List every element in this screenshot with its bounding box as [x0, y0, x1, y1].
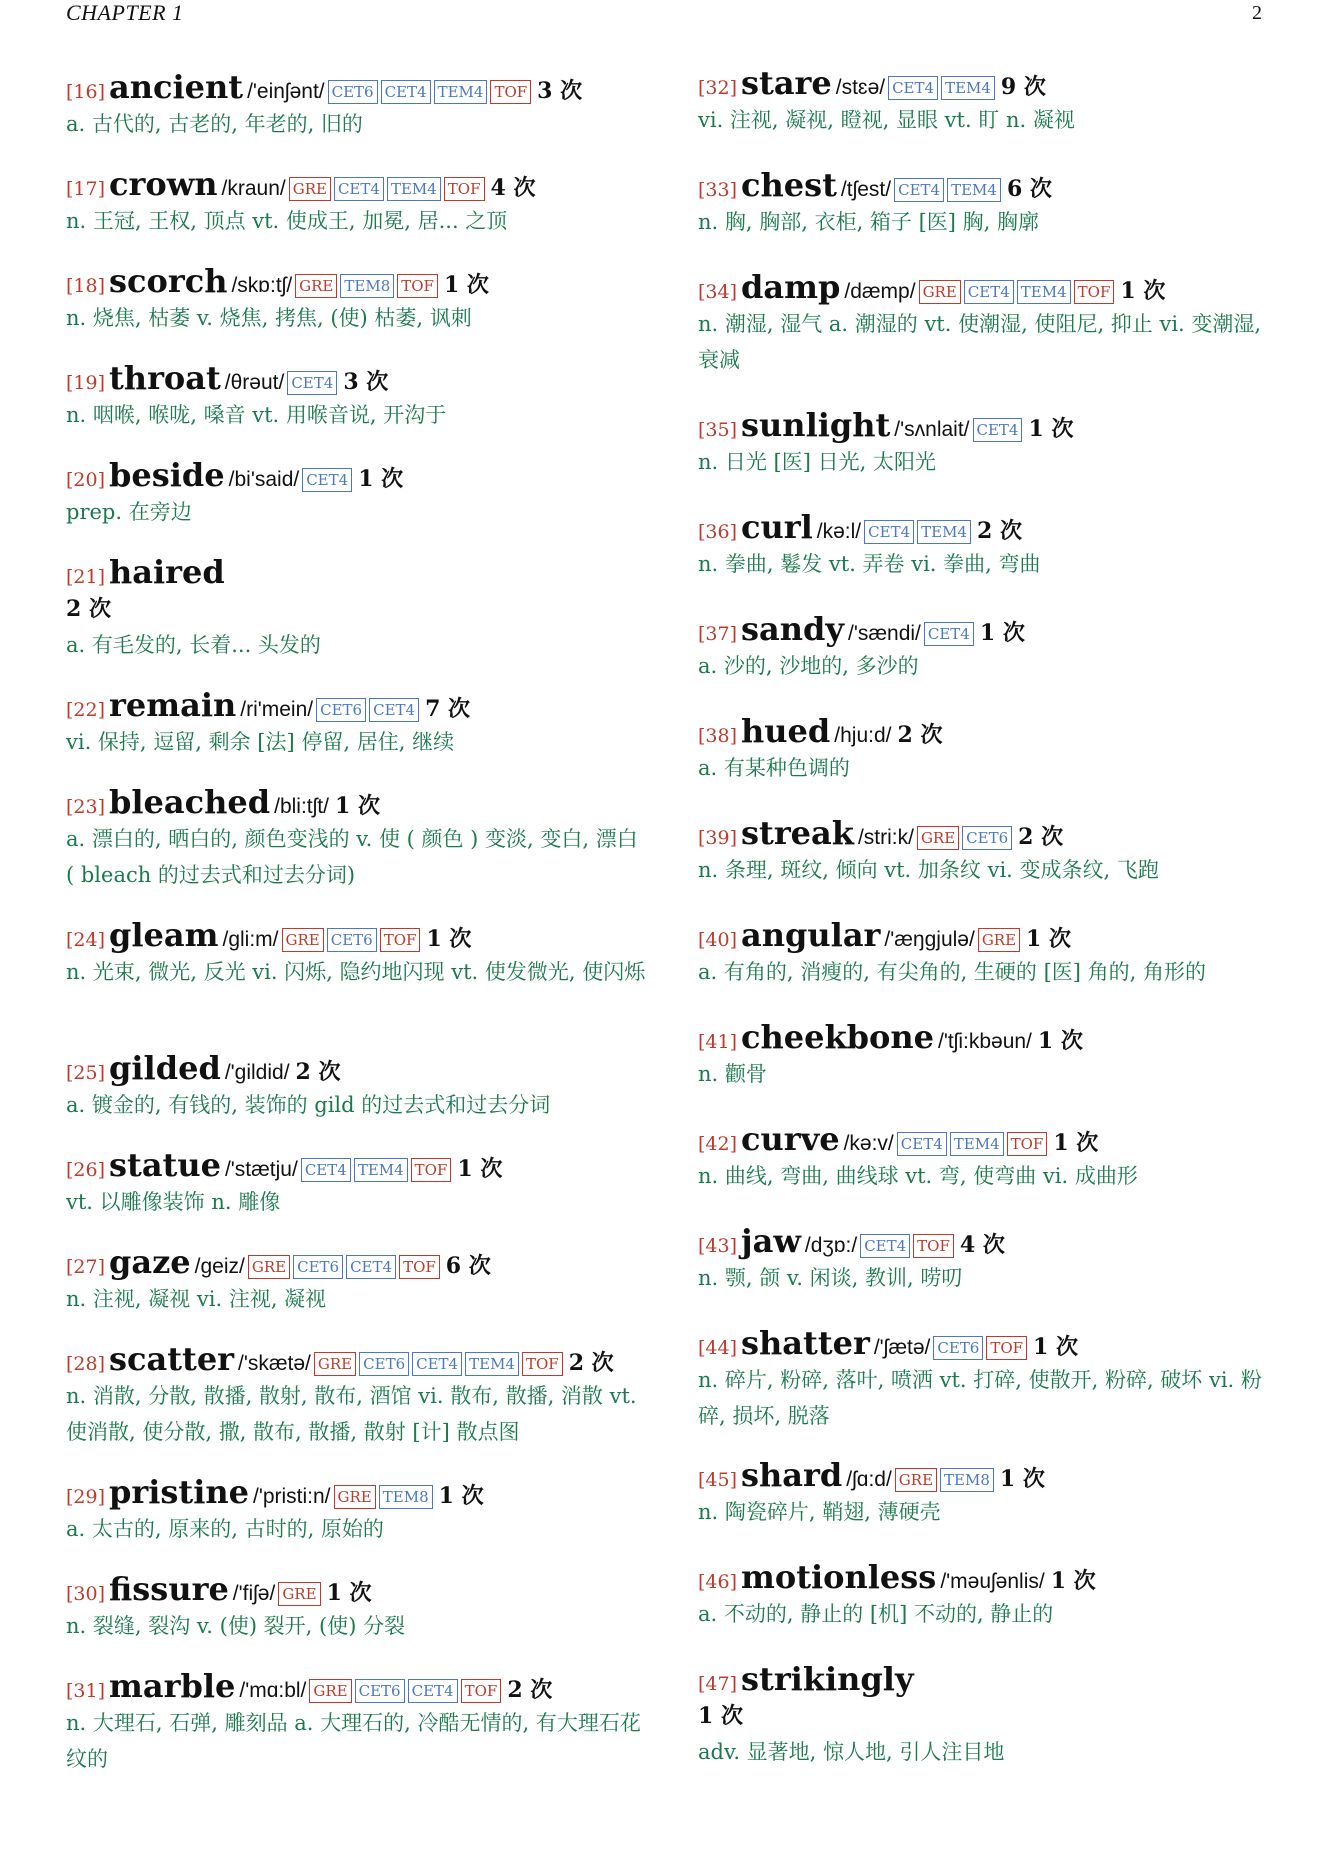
entry-phonetic: /θrəut/: [224, 371, 285, 394]
entry-index: [23]: [66, 796, 106, 818]
entry-headline: [698, 814, 1278, 852]
entry-headline: [698, 610, 1278, 648]
entry-phonetic: /'ʃætə/: [873, 1336, 931, 1359]
vocab-entry: [66, 1049, 646, 1123]
entry-word: haired: [109, 553, 225, 591]
entry-definition: n. 王冠, 王权, 顶点 vt. 使成王, 加冕, 居... 之顶: [66, 209, 508, 233]
exam-tag-tof: TOF: [411, 1158, 452, 1182]
entry-headline: [698, 1558, 1278, 1596]
entry-word: chest: [741, 166, 837, 204]
vocab-entry: [66, 916, 646, 990]
exam-tag-gre: GRE: [295, 274, 337, 298]
entry-definition: n. 消散, 分散, 散播, 散射, 散布, 酒馆 vi. 散布, 散播, 消散 vt. 使消散, 使分散, 撒, 散布, 散播, 散射 [计] 散点图: [66, 1384, 637, 1444]
entry-count: 4 次: [490, 175, 536, 201]
entry-count: 4 次: [959, 1232, 1005, 1258]
exam-tag-cet6: CET6: [933, 1336, 983, 1360]
entry-word: jaw: [741, 1222, 801, 1260]
exam-tag-tof: TOF: [913, 1234, 954, 1258]
entry-phonetic: /bli:tʃt/: [274, 795, 329, 818]
entry-definition: n. 颧骨: [698, 1062, 767, 1086]
entry-count: 1 次: [1028, 416, 1074, 442]
exam-tag-cet4: CET4: [924, 622, 974, 646]
entry-phonetic: /'einʃənt/: [247, 80, 325, 103]
exam-tag-cet6: CET6: [355, 1679, 405, 1703]
exam-tag-gre: GRE: [309, 1679, 351, 1703]
exam-tag-tof: TOF: [380, 928, 421, 952]
exam-tag-cet4: CET4: [964, 280, 1014, 304]
entry-headline: [698, 406, 1278, 444]
entry-index: [33]: [698, 179, 738, 201]
entry-phonetic: /kə:v/: [843, 1132, 894, 1155]
exam-tag-tof: TOF: [1007, 1132, 1048, 1156]
entry-definition: prep. 在旁边: [66, 500, 192, 524]
entry-count: 1 次: [1120, 278, 1166, 304]
entry-word: scatter: [109, 1340, 235, 1378]
exam-tag-tof: TOF: [397, 274, 438, 298]
vocab-entry: [66, 553, 646, 663]
entry-word: motionless: [741, 1558, 937, 1596]
vocab-entry: [698, 64, 1278, 138]
entry-phonetic: /'sændi/: [848, 622, 921, 645]
entry-phonetic: /kraun/: [221, 177, 286, 200]
entry-definition: vi. 注视, 凝视, 瞪视, 显眼 vt. 盯 n. 凝视: [698, 108, 1075, 132]
entry-phonetic: /'æŋgjulə/: [884, 928, 975, 951]
entry-index: [21]: [66, 566, 106, 588]
entry-headline: [66, 1570, 646, 1608]
entry-definition: a. 不动的, 静止的 [机] 不动的, 静止的: [698, 1602, 1054, 1626]
exam-tag-tem8: TEM8: [379, 1485, 433, 1509]
exam-tag-cet6: CET6: [316, 698, 366, 722]
entry-index: [30]: [66, 1583, 106, 1605]
entry-definition: n. 烧焦, 枯萎 v. 烧焦, 拷焦, (使) 枯萎, 讽刺: [66, 306, 472, 330]
entry-phonetic: /stri:k/: [857, 826, 914, 849]
entry-index: [41]: [698, 1031, 738, 1053]
entry-word: gilded: [109, 1049, 221, 1087]
entry-phonetic: /ri'mein/: [240, 698, 314, 721]
entry-headline: [698, 1456, 1278, 1494]
exam-tag-gre: GRE: [919, 280, 961, 304]
entry-index: [35]: [698, 419, 738, 441]
exam-tag-cet6: CET6: [962, 826, 1012, 850]
vocab-entry: [698, 1324, 1278, 1434]
exam-tag-tof: TOF: [1074, 280, 1115, 304]
vocab-entry: [698, 1456, 1278, 1530]
entry-index: [39]: [698, 827, 738, 849]
exam-tag-cet4: CET4: [894, 178, 944, 202]
entry-count: 1 次: [457, 1156, 503, 1182]
entry-index: [24]: [66, 929, 106, 951]
exam-tag-tem4: TEM4: [947, 178, 1001, 202]
entry-headline: [66, 916, 646, 954]
entry-headline: [66, 783, 646, 821]
entry-headline: [66, 262, 646, 300]
entry-definition: a. 有某种色调的: [698, 756, 850, 780]
entry-headline: [66, 553, 646, 591]
entry-headline: [66, 1243, 646, 1281]
entry-index: [36]: [698, 521, 738, 543]
entry-definition: n. 条理, 斑纹, 倾向 vt. 加条纹 vi. 变成条纹, 飞跑: [698, 858, 1159, 882]
exam-tag-cet4: CET4: [346, 1255, 396, 1279]
entry-count: 1 次: [999, 1466, 1045, 1492]
vocab-entry: [698, 610, 1278, 684]
entry-definition: n. 颚, 颌 v. 闲谈, 教训, 唠叨: [698, 1266, 963, 1290]
entry-phonetic: /dʒɒ:/: [804, 1234, 858, 1257]
entry-definition: a. 太古的, 原来的, 古时的, 原始的: [66, 1517, 384, 1541]
exam-tag-tof: TOF: [986, 1336, 1027, 1360]
entry-index: [27]: [66, 1256, 106, 1278]
vocab-entry: [66, 165, 646, 239]
exam-tag-cet4: CET4: [334, 177, 384, 201]
entry-headline: [698, 268, 1278, 306]
exam-tag-cet4: CET4: [412, 1352, 462, 1376]
entry-phonetic: /'skætə/: [238, 1352, 311, 1375]
vocab-entry: [698, 1222, 1278, 1296]
vocab-entry: [66, 1570, 646, 1644]
entry-word: marble: [109, 1667, 236, 1705]
entry-headline: [66, 456, 646, 494]
exam-tag-tem8: TEM8: [340, 274, 394, 298]
exam-tag-tem4: TEM4: [1017, 280, 1071, 304]
entry-headline: [66, 359, 646, 397]
entry-word: ancient: [109, 68, 244, 106]
exam-tag-gre: GRE: [248, 1255, 290, 1279]
entry-definition: vt. 以雕像装饰 n. 雕像: [66, 1190, 281, 1214]
exam-tag-cet4: CET4: [301, 1158, 351, 1182]
entry-headline: [66, 68, 646, 106]
exam-tag-cet6: CET6: [327, 928, 377, 952]
entry-word: throat: [109, 359, 221, 397]
entry-count: 1 次: [1037, 1028, 1083, 1054]
entry-count: 2 次: [507, 1677, 553, 1703]
entry-phonetic: /dæmp/: [844, 280, 916, 303]
entry-headline: [698, 1222, 1278, 1260]
entry-index: [34]: [698, 281, 738, 303]
entry-index: [19]: [66, 372, 106, 394]
entry-headline: [698, 1120, 1278, 1158]
entry-index: [32]: [698, 77, 738, 99]
entry-phonetic: /tʃest/: [840, 178, 892, 201]
chapter-title: CHAPTER 1: [66, 0, 184, 25]
entry-word: beside: [109, 456, 225, 494]
entry-headline: [66, 1049, 646, 1087]
vocab-entry: [66, 1243, 646, 1317]
entry-count: 2 次: [897, 722, 943, 748]
entry-definition: a. 有毛发的, 长着... 头发的: [66, 633, 321, 657]
entry-phonetic: /'tʃi:kbəun/: [938, 1030, 1032, 1053]
entry-phonetic: /stɛə/: [835, 76, 886, 99]
entry-headline: [66, 165, 646, 203]
entry-definition: a. 漂白的, 晒白的, 颜色变浅的 v. 使 ( 颜色 ) 变淡, 变白, 漂白 ( bleach 的过去式和过去分词): [66, 827, 638, 887]
entry-count: 3 次: [537, 78, 583, 104]
entry-phonetic: /gli:m/: [222, 928, 279, 951]
exam-tag-tof: TOF: [461, 1679, 502, 1703]
entry-headline: [698, 1018, 1278, 1056]
entry-phonetic: /'fiʃə/: [232, 1582, 276, 1605]
entry-index: [45]: [698, 1469, 738, 1491]
entry-phonetic: /hju:d/: [834, 724, 892, 747]
exam-tag-cet4: CET4: [381, 80, 431, 104]
entry-count: 6 次: [445, 1253, 491, 1279]
entry-phonetic: /ʃɑ:d/: [846, 1468, 892, 1491]
entry-index: [17]: [66, 178, 106, 200]
vocab-entry: [698, 712, 1278, 786]
vocab-entry: [698, 814, 1278, 888]
entry-index: [31]: [66, 1680, 106, 1702]
entry-definition: n. 潮湿, 湿气 a. 潮湿的 vt. 使潮湿, 使阻尼, 抑止 vi. 变潮湿, 衰减: [698, 312, 1262, 372]
entry-count: 1 次: [1033, 1334, 1079, 1360]
exam-tag-cet4: CET4: [302, 468, 352, 492]
vocab-entry: [698, 508, 1278, 582]
exam-tag-gre: GRE: [314, 1352, 356, 1376]
exam-tag-gre: GRE: [895, 1468, 937, 1492]
vocab-entry: [66, 68, 646, 142]
entry-definition: a. 有角的, 消瘦的, 有尖角的, 生硬的 [医] 角的, 角形的: [698, 960, 1207, 984]
exam-tag-tem4: TEM4: [354, 1158, 408, 1182]
exam-tag-cet6: CET6: [328, 80, 378, 104]
entry-count: 2 次: [1018, 824, 1064, 850]
entry-count: 1 次: [334, 793, 380, 819]
exam-tag-gre: GRE: [289, 177, 331, 201]
vocab-entry: [698, 1660, 1278, 1770]
entry-word: statue: [109, 1146, 221, 1184]
vocab-entry: [698, 1558, 1278, 1632]
vocab-entry: [66, 1146, 646, 1220]
entry-word: cheekbone: [741, 1018, 934, 1056]
entry-index: [38]: [698, 725, 738, 747]
entry-index: [16]: [66, 81, 106, 103]
entry-headline: [698, 1324, 1278, 1362]
vocab-entry: [66, 1667, 646, 1777]
exam-tag-tem4: TEM4: [465, 1352, 519, 1376]
entry-index: [37]: [698, 623, 738, 645]
exam-tag-cet4: CET4: [888, 76, 938, 100]
entry-index: [18]: [66, 275, 106, 297]
exam-tag-tem4: TEM4: [941, 76, 995, 100]
entry-index: [42]: [698, 1133, 738, 1155]
entry-word: curl: [741, 508, 813, 546]
vocab-entry: [66, 262, 646, 336]
exam-tag-gre: GRE: [278, 1582, 320, 1606]
vocab-entry: [66, 359, 646, 433]
entry-word: damp: [741, 268, 841, 306]
entry-headline: [698, 166, 1278, 204]
entry-count: 2 次: [976, 518, 1022, 544]
entry-definition: n. 胸, 胸部, 衣柜, 箱子 [医] 胸, 胸廓: [698, 210, 1040, 234]
entry-headline: [698, 508, 1278, 546]
entry-phonetic: /'gildid/: [224, 1061, 290, 1084]
entry-count: 3 次: [343, 369, 389, 395]
entry-count: 1 次: [426, 926, 472, 952]
entry-word: shatter: [741, 1324, 870, 1362]
entry-word: streak: [741, 814, 854, 852]
entry-definition: n. 大理石, 石弹, 雕刻品 a. 大理石的, 冷酷无情的, 有大理石花纹的: [66, 1711, 641, 1771]
entry-count: 1 次: [326, 1580, 372, 1606]
exam-tag-cet4: CET4: [860, 1234, 910, 1258]
exam-tag-tem8: TEM8: [940, 1468, 994, 1492]
entry-headline: [698, 916, 1278, 954]
entry-word: sunlight: [741, 406, 891, 444]
vocab-entry: [698, 406, 1278, 480]
vocab-entry: [66, 1340, 646, 1450]
entry-word: curve: [741, 1120, 840, 1158]
exam-tag-cet4: CET4: [369, 698, 419, 722]
exam-tag-tof: TOF: [522, 1352, 563, 1376]
vocab-entry: [698, 916, 1278, 990]
vocab-entry: [66, 686, 646, 760]
entry-phonetic: /'məuʃənlis/: [940, 1570, 1045, 1593]
exam-tag-cet4: CET4: [864, 520, 914, 544]
entry-index: [40]: [698, 929, 738, 951]
exam-tag-cet6: CET6: [359, 1352, 409, 1376]
entry-phonetic: /kə:l/: [816, 520, 862, 543]
entry-index: [46]: [698, 1571, 738, 1593]
entry-headline: [698, 64, 1278, 102]
entry-count: 6 次: [1006, 176, 1052, 202]
entry-definition: n. 陶瓷碎片, 鞘翅, 薄硬壳: [698, 1500, 941, 1524]
exam-tag-cet4: CET4: [408, 1679, 458, 1703]
entry-count: 1 次: [1050, 1568, 1096, 1594]
entry-definition: n. 注视, 凝视 vi. 注视, 凝视: [66, 1287, 327, 1311]
entry-word: shard: [741, 1456, 843, 1494]
exam-tag-cet4: CET4: [973, 418, 1023, 442]
exam-tag-gre: GRE: [282, 928, 324, 952]
entry-headline: [66, 1473, 646, 1511]
vocab-entry: [698, 166, 1278, 240]
entry-count: 1 次: [443, 272, 489, 298]
entry-word: bleached: [109, 783, 271, 821]
entry-word: sandy: [741, 610, 844, 648]
entry-phonetic: /'mɑ:bl/: [239, 1679, 307, 1702]
exam-tag-tem4: TEM4: [387, 177, 441, 201]
exam-tag-tof: TOF: [490, 80, 531, 104]
entry-count: 2 次: [568, 1350, 614, 1376]
entry-headline: [66, 1667, 646, 1705]
entry-index: [22]: [66, 699, 106, 721]
exam-tag-gre: GRE: [917, 826, 959, 850]
vocab-entry: [66, 1473, 646, 1547]
entry-word: fissure: [109, 1570, 229, 1608]
exam-tag-cet6: CET6: [293, 1255, 343, 1279]
entry-definition: n. 咽喉, 喉咙, 嗓音 vt. 用喉音说, 开沟于: [66, 403, 447, 427]
entry-index: [29]: [66, 1486, 106, 1508]
entry-count: 1 次: [979, 620, 1025, 646]
entry-word: angular: [741, 916, 881, 954]
entry-index: [47]: [698, 1673, 738, 1695]
entry-count: 2 次: [66, 596, 111, 622]
entry-definition: n. 拳曲, 鬈发 vt. 弄卷 vi. 拳曲, 弯曲: [698, 552, 1041, 576]
entry-phonetic: /'pristi:n/: [252, 1485, 331, 1508]
entry-word: stare: [741, 64, 832, 102]
entry-index: [26]: [66, 1159, 106, 1181]
entry-definition: n. 曲线, 弯曲, 曲线球 vt. 弯, 使弯曲 vi. 成曲形: [698, 1164, 1138, 1188]
entry-count: 1 次: [358, 466, 404, 492]
vocab-entry: [66, 456, 646, 530]
vocab-entry: [698, 1120, 1278, 1194]
entry-count: 2 次: [295, 1059, 341, 1085]
entry-definition: n. 裂缝, 裂沟 v. (使) 裂开, (使) 分裂: [66, 1614, 406, 1638]
exam-tag-tof: TOF: [399, 1255, 440, 1279]
entry-headline: [66, 1146, 646, 1184]
entry-word: gleam: [109, 916, 219, 954]
entry-definition: a. 沙的, 沙地的, 多沙的: [698, 654, 919, 678]
exam-tag-tem4: TEM4: [434, 80, 488, 104]
entry-headline: [66, 1340, 646, 1378]
entry-word: scorch: [109, 262, 228, 300]
entry-definition: n. 光束, 微光, 反光 vi. 闪烁, 隐约地闪现 vt. 使发微光, 使闪烁: [66, 960, 646, 984]
entry-headline: [66, 686, 646, 724]
entry-word: hued: [741, 712, 831, 750]
exam-tag-tof: TOF: [444, 177, 485, 201]
entry-index: [44]: [698, 1337, 738, 1359]
entry-count: 9 次: [1000, 74, 1046, 100]
exam-tag-gre: GRE: [978, 928, 1020, 952]
entry-definition: a. 古代的, 古老的, 年老的, 旧的: [66, 112, 363, 136]
vocab-entry: [66, 783, 646, 893]
entry-headline: [698, 1660, 1278, 1698]
entry-phonetic: /skɒ:tʃ/: [231, 274, 293, 297]
entry-word: remain: [109, 686, 237, 724]
vocab-entry: [698, 1018, 1278, 1092]
entry-phonetic: /geiz/: [194, 1255, 245, 1278]
entry-word: strikingly: [741, 1660, 914, 1698]
entry-definition: n. 日光 [医] 日光, 太阳光: [698, 450, 936, 474]
entry-definition: adv. 显著地, 惊人地, 引人注目地: [698, 1740, 1005, 1764]
exam-tag-cet4: CET4: [287, 371, 337, 395]
entry-phonetic: /bi'said/: [228, 468, 300, 491]
entry-headline: [698, 712, 1278, 750]
exam-tag-tem4: TEM4: [917, 520, 971, 544]
entry-definition: n. 碎片, 粉碎, 落叶, 喷洒 vt. 打碎, 使散开, 粉碎, 破坏 vi. 粉碎, 损坏, 脱落: [698, 1368, 1262, 1428]
exam-tag-gre: GRE: [334, 1485, 376, 1509]
entry-definition: vi. 保持, 逗留, 剩余 [法] 停留, 居住, 继续: [66, 730, 455, 754]
entry-count: 1 次: [1026, 926, 1072, 952]
entry-index: [28]: [66, 1353, 106, 1375]
entry-index: [25]: [66, 1062, 106, 1084]
vocab-entry: [698, 268, 1278, 378]
entry-index: [43]: [698, 1235, 738, 1257]
entry-phonetic: /'stætju/: [224, 1158, 298, 1181]
entry-word: gaze: [109, 1243, 191, 1281]
entry-count: 7 次: [425, 696, 471, 722]
exam-tag-cet4: CET4: [897, 1132, 947, 1156]
entry-count: 1 次: [438, 1483, 484, 1509]
entry-word: pristine: [109, 1473, 249, 1511]
entry-definition: a. 镀金的, 有钱的, 装饰的 gild 的过去式和过去分词: [66, 1093, 551, 1117]
entry-phonetic: /'sʌnlait/: [894, 418, 970, 441]
exam-tag-tem4: TEM4: [950, 1132, 1004, 1156]
entry-index: [20]: [66, 469, 106, 491]
entry-word: crown: [109, 165, 218, 203]
entry-count: 1 次: [1053, 1130, 1099, 1156]
page-number: 2: [1252, 2, 1262, 24]
entry-count: 1 次: [698, 1703, 743, 1729]
